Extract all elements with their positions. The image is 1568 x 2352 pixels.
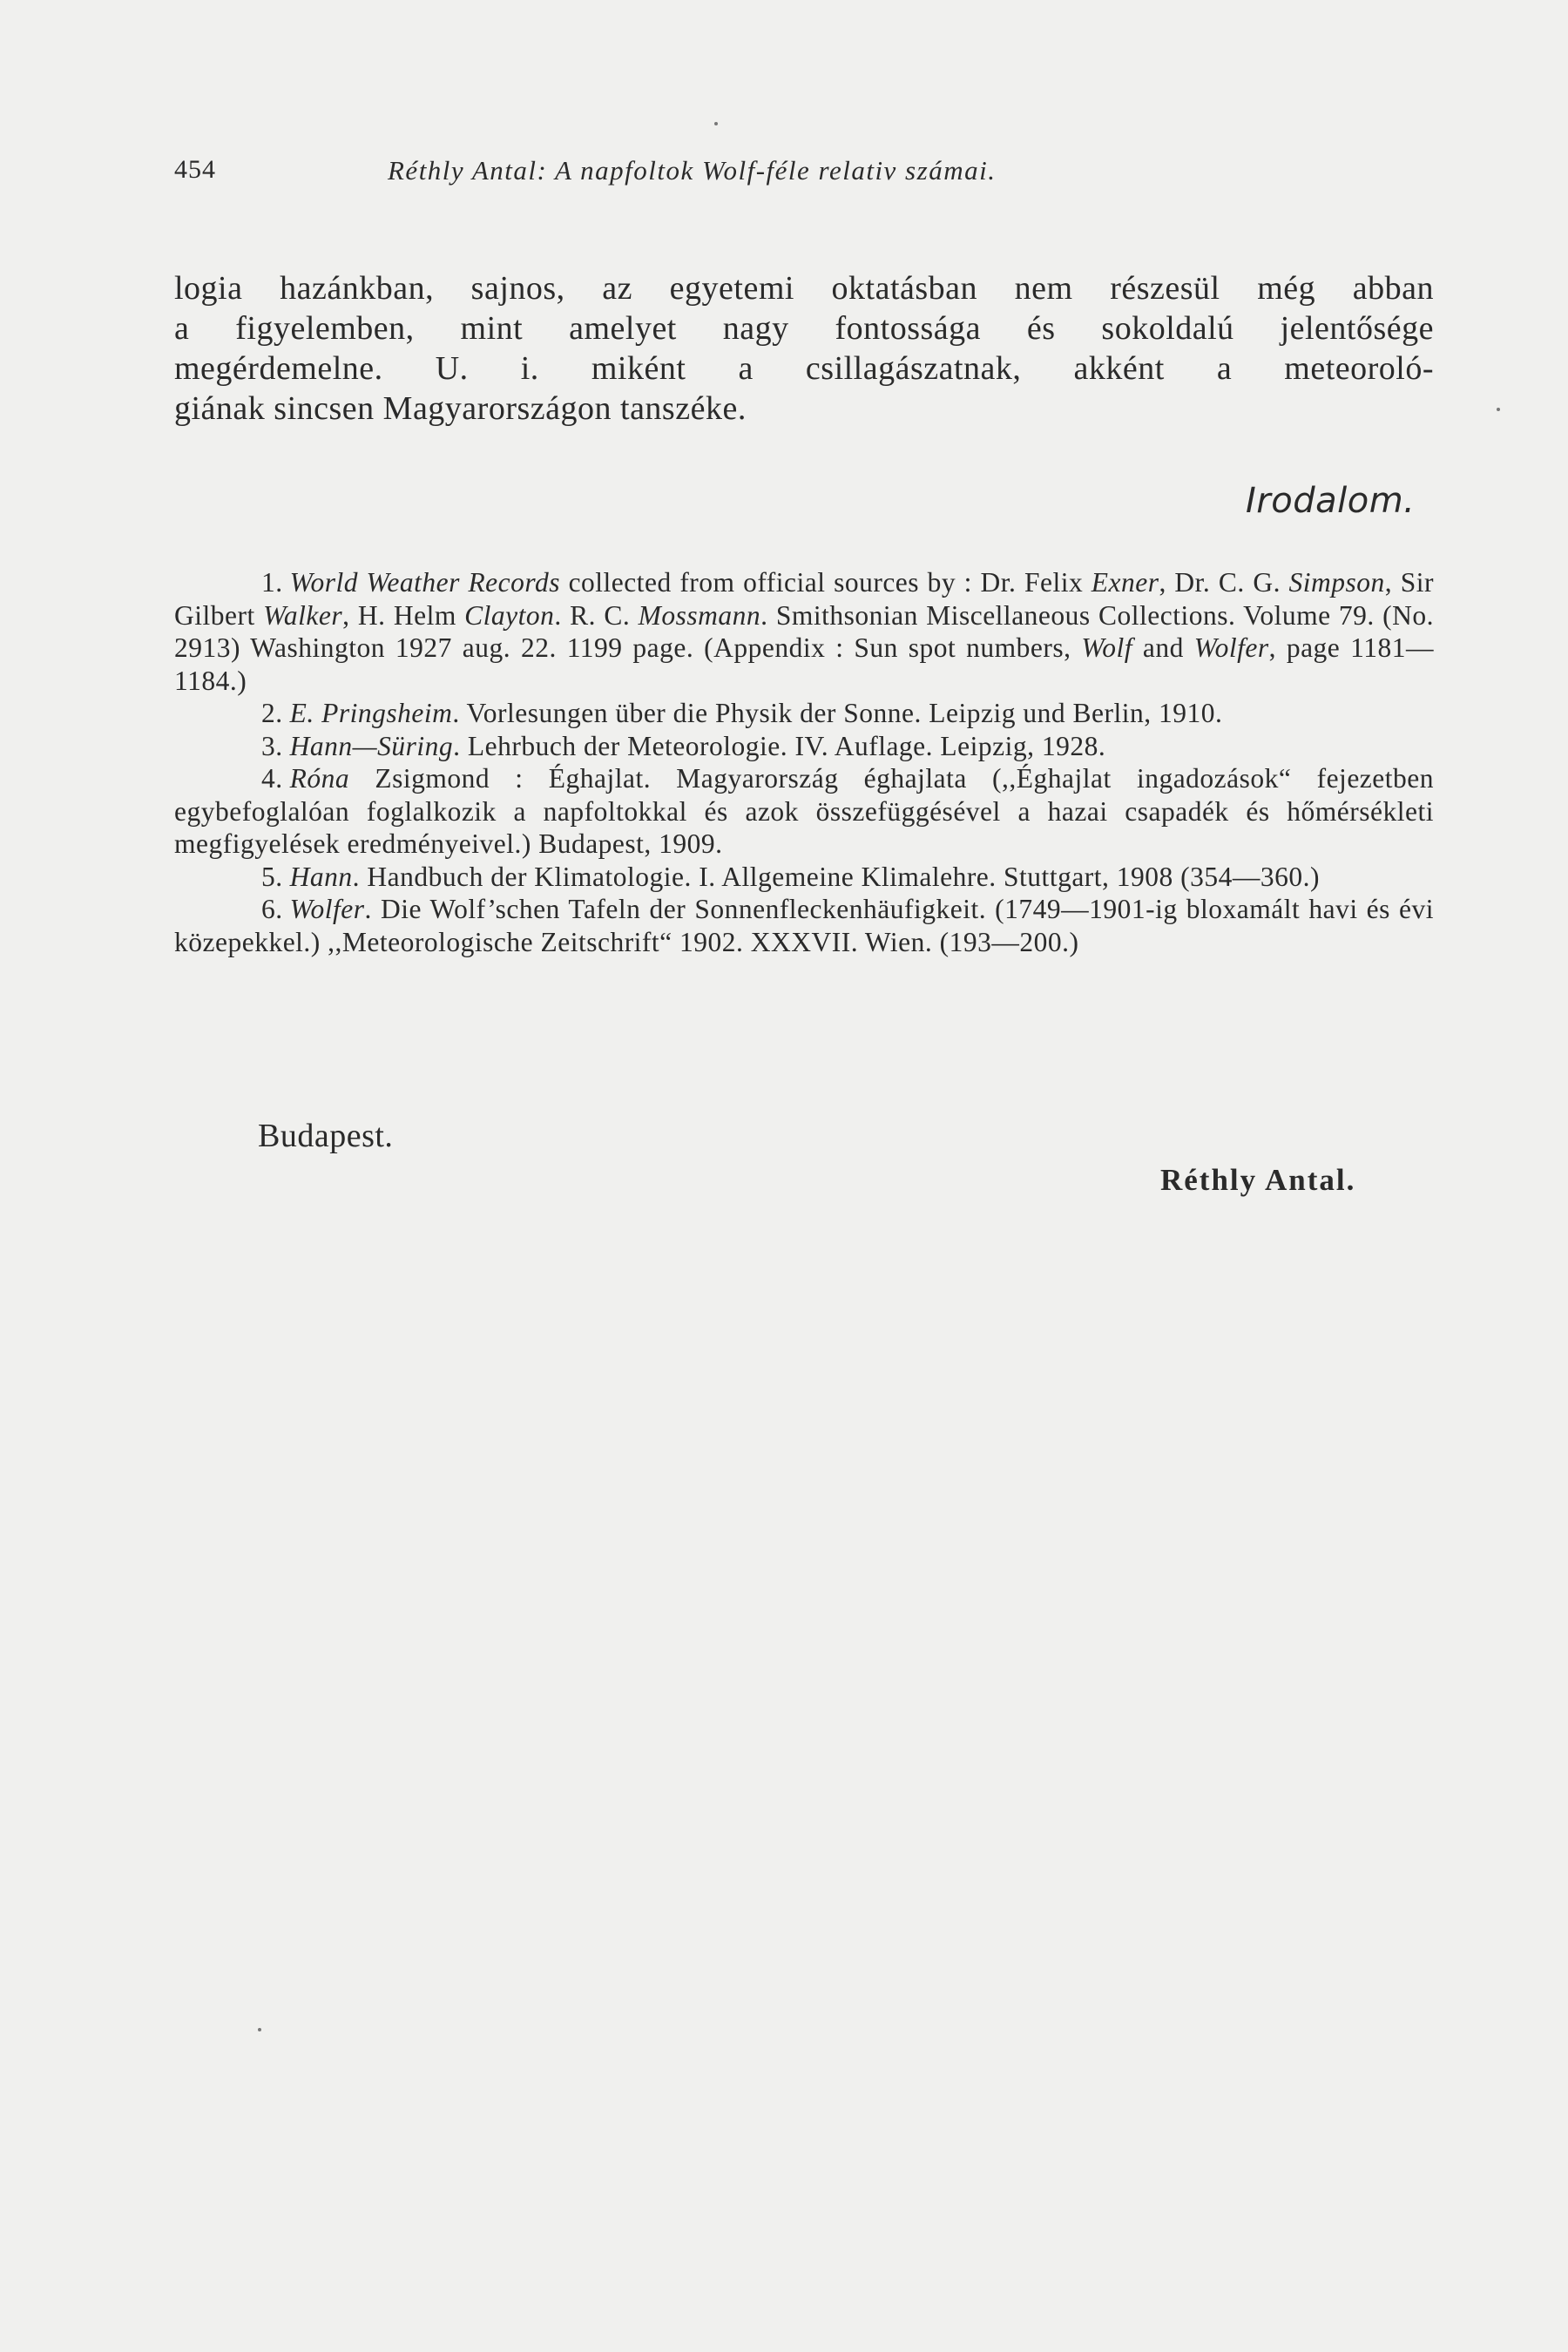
reference-number: 4.	[261, 763, 283, 794]
reference-number: 6.	[261, 894, 283, 924]
body-line: logia hazánkban, sajnos, az egyetemi oktatásban nem részesül még abban	[174, 270, 1434, 307]
reference-number: 1.	[261, 567, 283, 598]
reference-italic-text: Wolf	[1081, 632, 1132, 663]
scan-speck	[714, 122, 718, 125]
closing-city: Budapest.	[258, 1118, 394, 1154]
reference-italic-text: World Weather Records	[289, 567, 560, 598]
reference-number: 2.	[261, 698, 283, 728]
reference-item	[174, 566, 1434, 697]
scan-speck	[258, 2028, 261, 2031]
section-heading: Irodalom.	[1246, 481, 1416, 521]
reference-text: , H. Helm	[342, 599, 465, 631]
reference-list	[174, 566, 1434, 958]
reference-number: 3.	[261, 730, 283, 761]
reference-item	[174, 697, 1434, 730]
reference-number: 5.	[261, 861, 283, 892]
reference-text: . Smithsonian Miscellaneous Collections. Volume 79. (No. 2913) Washington 1927 aug. 22. 1199 page. (Appendix : Sun spot numbers,	[174, 599, 1434, 663]
reference-italic-text: Hann	[289, 861, 353, 892]
body-line: megérdemelne. U. i. miként a csillagászatnak, akként a meteoroló-	[174, 350, 1434, 387]
reference-text: , Sir Gilbert	[174, 567, 1435, 631]
reference-text: . R. C.	[554, 599, 639, 631]
reference-text: . Lehrbuch der Meteorologie. IV. Auflage. Leipzig, 1928.	[453, 730, 1106, 761]
running-title: Réthly Antal: A napfoltok Wolf-féle relativ számai.	[388, 155, 997, 186]
reference-italic-text: Clayton	[464, 599, 555, 631]
body-line: a figyelemben, mint amelyet nagy fontossága és sokoldalú jelentősége	[174, 310, 1434, 347]
reference-italic-text: Mossmann	[638, 599, 761, 631]
page-header	[174, 155, 1433, 199]
scan-speck	[1497, 408, 1500, 411]
reference-italic-text: Wolfer	[289, 894, 365, 924]
body-paragraph	[174, 268, 1434, 429]
reference-text: . Handbuch der Klimatologie. I. Allgemeine Klimalehre. Stuttgart, 1908 (354—360.)	[352, 861, 1321, 892]
reference-item	[174, 893, 1434, 958]
reference-italic-text: Exner	[1091, 567, 1159, 598]
reference-italic-text: Hann—Süring	[289, 730, 454, 761]
reference-text: . Vorlesungen über die Physik der Sonne. Leipzig und Berlin, 1910.	[452, 698, 1223, 728]
reference-italic-text: Walker	[263, 599, 343, 631]
body-line: giának sincsen Magyarországon tanszéke.	[174, 390, 747, 427]
reference-item	[174, 762, 1434, 861]
reference-text: collected from official sources by : Dr. Felix	[560, 567, 1092, 598]
reference-text: , Dr. C. G.	[1159, 567, 1289, 598]
reference-item	[174, 730, 1434, 763]
reference-italic-text: Róna	[289, 763, 350, 794]
reference-italic-text: E. Pringsheim	[289, 698, 453, 728]
reference-text: Zsigmond : Éghajlat. Magyarország éghajlata (,,Éghajlat ingadozások“ fejezetben egybefoglalóan foglalkozik a napfoltokkal és azok összefüggésével a hazai csapadék és hőmérsékleti megfigyelések eredményeivel.) Budapest, 1909.	[174, 763, 1434, 859]
reference-text: . Die Wolf’schen Tafeln der Sonnenfleckenhäufigkeit. (1749—1901-ig bloxamált havi és évi közepekkel.) ,,Meteorologische Zeitschrift“ 1902. XXXVII. Wien. (193—200.)	[174, 894, 1434, 957]
page-number: 454	[174, 155, 216, 184]
reference-text: and	[1132, 632, 1194, 663]
reference-item	[174, 861, 1434, 894]
author-signature: Réthly Antal.	[1160, 1163, 1356, 1197]
reference-text: , page 1181—1184.)	[174, 632, 1434, 696]
reference-italic-text: Simpson	[1288, 567, 1385, 598]
reference-italic-text: Wolfer	[1193, 632, 1269, 663]
